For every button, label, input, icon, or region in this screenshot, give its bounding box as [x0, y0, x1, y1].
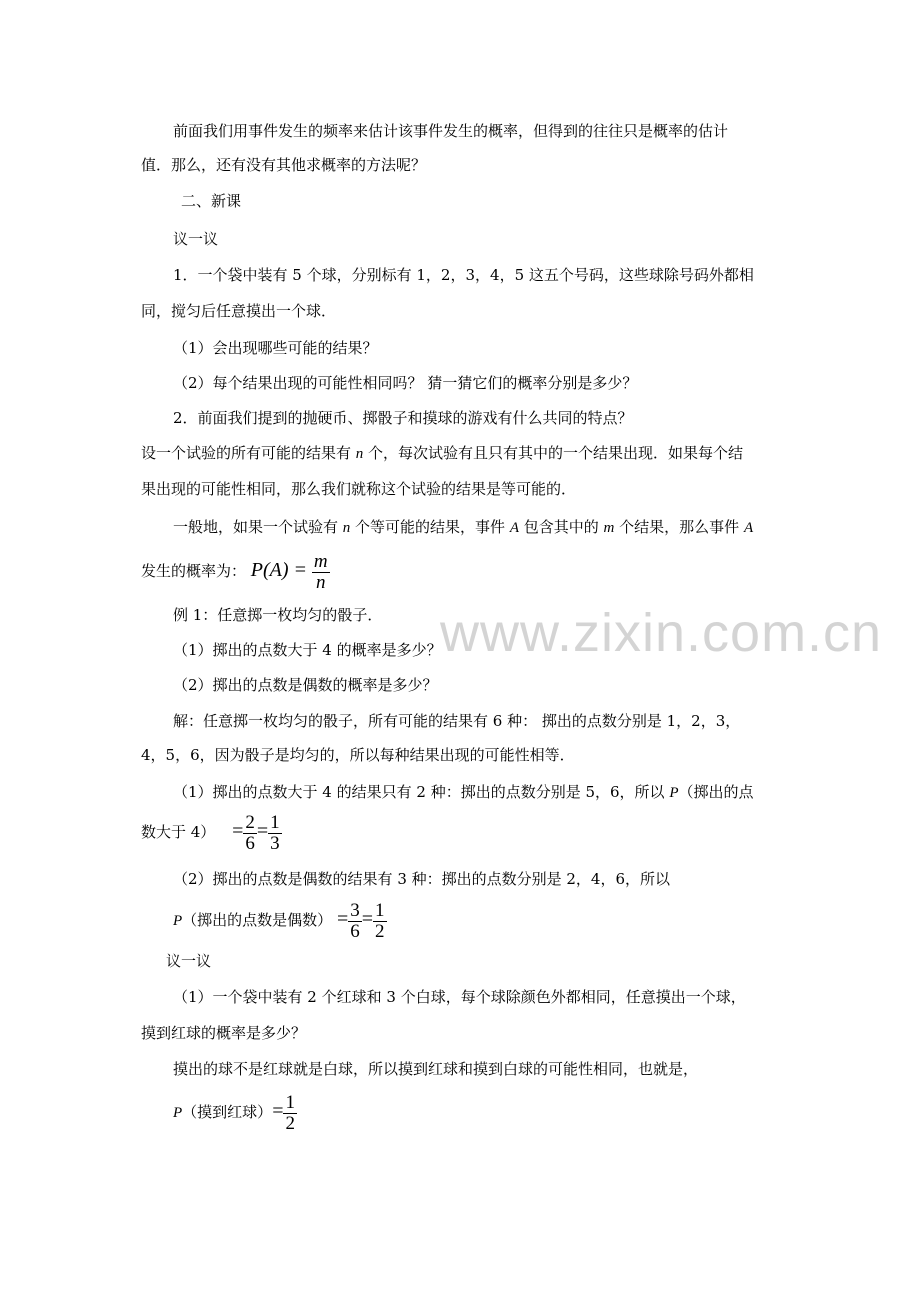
fraction-numerator: 1	[270, 811, 280, 833]
solution-line-2: 4，5，6，因为骰子是均匀的，所以每种结果出现的可能性相等．	[141, 746, 575, 764]
answer-1-text-a: （1）掷出的点数大于 4 的结果只有 2 种：掷出的点数分别是 5，6，所以	[173, 783, 670, 801]
discuss-2-answer-line-1: 摸出的球不是红球就是白球，所以摸到红球和摸到白球的可能性相同，也就是，	[173, 1060, 699, 1078]
general-text-c: 包含其中的	[519, 518, 604, 536]
discuss-2-answer-label: （摸到红球）	[182, 1103, 273, 1121]
fraction-denominator: 2	[285, 1112, 295, 1134]
intro-line-1: 前面我们用事件发生的频率来估计该事件发生的概率，但得到的往往只是概率的估计	[173, 122, 729, 140]
general-line-2-text: 发生的概率为：	[141, 562, 247, 580]
equals-sign: =	[256, 820, 269, 842]
fraction-denominator: 3	[270, 832, 280, 854]
variable-n: n	[355, 446, 364, 462]
fraction-denominator: 2	[375, 920, 385, 942]
answer-2-line-1: （2）掷出的点数是偶数的结果有 3 种：掷出的点数分别是 2，4，6，所以	[173, 870, 671, 888]
example-1-title: 例 1：任意掷一枚均匀的骰子．	[173, 606, 383, 624]
variable-m: m	[603, 520, 615, 536]
example-1-sub-1: （1）掷出的点数大于 4 的概率是多少？	[173, 641, 442, 659]
answer-2-line-2	[173, 897, 387, 943]
variable-n: n	[342, 520, 351, 536]
example-1-sub-2: （2）掷出的点数是偶数的概率是多少？	[173, 676, 438, 694]
fraction	[373, 901, 387, 942]
variable-p: P	[173, 1105, 183, 1121]
discuss-2-answer-line-2	[173, 1089, 297, 1135]
fraction-denominator: n	[315, 571, 326, 593]
question-1-sub-1: （1）会出现哪些可能的结果？	[173, 339, 378, 357]
question-1-line-1: 1．一个袋中装有 5 个球，分别标有 1，2，3，4，5 这五个号码，这些球除号码外都相	[173, 266, 754, 284]
answer-1-text-b: （掷出的点	[678, 783, 754, 801]
answer-1-label: 数大于 4）	[141, 823, 216, 841]
definition-line-2: 果出现的可能性相同，那么我们就称这个试验的结果是等可能的．	[141, 480, 577, 498]
probability-formula-lhs: P(A) =	[250, 559, 308, 581]
fraction-numerator: 3	[350, 899, 360, 921]
discuss-heading-2: 议一议	[166, 952, 212, 970]
fraction-numerator: 1	[375, 899, 385, 921]
probability-fraction	[312, 552, 330, 593]
answer-2-label: （掷出的点数是偶数）	[182, 911, 333, 929]
intro-line-2: 值．那么，还有没有其他求概率的方法呢？	[141, 156, 427, 174]
general-line-2	[141, 548, 330, 593]
definition-text-a: 设一个试验的所有可能的结果有	[141, 444, 356, 462]
fraction	[283, 1093, 297, 1134]
question-1-line-2: 同，搅匀后任意摸出一个球．	[141, 302, 337, 320]
answer-1-line-2	[141, 809, 282, 854]
equals-sign: =	[272, 1100, 284, 1122]
general-line-1	[173, 517, 753, 538]
general-text-b: 个等可能的结果，事件	[350, 518, 510, 536]
fraction-numerator: 2	[245, 811, 255, 833]
variable-p: P	[173, 913, 183, 929]
definition-line-1	[141, 443, 743, 464]
question-1-sub-2: （2）每个结果出现的可能性相同吗？ 猜一猜它们的概率分别是多少？	[173, 374, 638, 392]
watermark: www.zixin.com.cn	[440, 603, 883, 663]
general-text-d: 个结果，那么事件	[614, 518, 744, 536]
fraction	[348, 901, 362, 942]
fraction-numerator: 1	[285, 1091, 295, 1113]
solution-line-1: 解：任意掷一枚均匀的骰子，所有可能的结果有 6 种： 掷出的点数分别是 1，2，3，	[173, 712, 741, 730]
definition-text-b: 个，每次试验有且只有其中的一个结果出现．如果每个结	[363, 444, 744, 462]
discuss-2-question-line-2: 摸到红球的概率是多少？	[141, 1024, 307, 1042]
variable-a: A	[509, 520, 519, 536]
fraction-denominator: 6	[350, 920, 360, 942]
fraction-denominator: 6	[245, 832, 255, 854]
fraction	[268, 813, 282, 854]
equals-sign: =	[232, 820, 244, 842]
question-2: 2．前面我们提到的抛硬币、掷骰子和摸球的游戏有什么共同的特点？	[173, 409, 633, 427]
discuss-2-question-line-1: （1）一个袋中装有 2 个红球和 3 个白球，每个球除颜色外都相同，任意摸出一个球，	[173, 988, 746, 1006]
general-text-a: 一般地，如果一个试验有	[173, 518, 343, 536]
section-title: 二、新课	[181, 192, 242, 210]
variable-a: A	[743, 520, 754, 536]
equals-sign: =	[336, 908, 349, 930]
equals-sign: =	[361, 908, 374, 930]
fraction	[243, 813, 257, 854]
fraction-numerator: m	[313, 550, 328, 572]
answer-1-line-1	[173, 782, 754, 803]
variable-p: P	[669, 785, 679, 801]
discuss-heading-1: 议一议	[173, 230, 219, 248]
